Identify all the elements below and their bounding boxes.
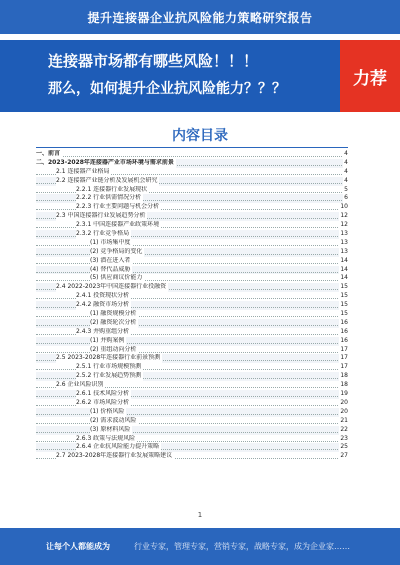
- toc-entry-page: 4: [344, 176, 348, 184]
- toc-entry[interactable]: [36, 399, 348, 408]
- toc-entry-page: 22: [340, 425, 348, 433]
- toc-entry-page: 21: [340, 416, 348, 424]
- toc-leader-dots: [36, 414, 348, 415]
- toc-entry[interactable]: [36, 435, 348, 444]
- toc-entry[interactable]: [36, 212, 348, 221]
- toc-entry-text: 2.4.1 投资现状分析: [76, 292, 130, 300]
- toc-leader-dots: [36, 432, 348, 433]
- toc-entry-page: 16: [340, 336, 348, 344]
- toc-entry-text: 2.4 2022-2023年中国连接器行业投融资: [56, 283, 167, 291]
- toc-entry[interactable]: [36, 159, 348, 168]
- toc-entry[interactable]: [36, 310, 348, 319]
- toc-entry-page: 15: [340, 310, 348, 318]
- toc-entry-text: (3) 潜在进入者: [90, 256, 131, 264]
- toc-entry-text: 2.6.2 市场风险分析: [76, 398, 130, 406]
- toc-entry[interactable]: [36, 408, 348, 417]
- toc-entry[interactable]: [36, 274, 348, 283]
- toc-entry-page: 16: [340, 318, 348, 326]
- banner-subheadline: 那么，如何提升企业抗风险能力？？？: [48, 81, 286, 97]
- toc-leader-dots: [36, 156, 348, 157]
- toc-entry-text: (1) 市场集中度: [90, 238, 131, 246]
- toc-entry-page: 25: [340, 443, 348, 451]
- toc-entry-page: 5: [344, 185, 348, 193]
- toc-entry[interactable]: [36, 337, 348, 346]
- toc-entry-text: 2.4.2 融资市场分析: [76, 301, 130, 309]
- promo-banner: [0, 40, 400, 112]
- toc-entry[interactable]: [36, 328, 348, 337]
- toc-entry[interactable]: [36, 186, 348, 195]
- toc-leader-dots: [36, 343, 348, 344]
- toc-entry-page: 14: [340, 274, 348, 282]
- toc-leader-dots: [36, 245, 348, 246]
- toc-entry-page: 4: [344, 158, 348, 166]
- toc-entry-text: 2.2.2 行业供需情况分析: [76, 194, 142, 202]
- footer-roles: 行业专家，管理专家，营销专家，战略专家，成为企业家……: [134, 542, 350, 551]
- toc-entry-text: 2.3.2 行业竞争格局: [76, 230, 130, 238]
- toc-entry[interactable]: [36, 150, 348, 159]
- footer-bar: [0, 528, 400, 565]
- toc-entry[interactable]: [36, 319, 348, 328]
- toc-entry[interactable]: [36, 363, 348, 372]
- toc-entry-text: 2.3 中国连接器行业发展趋势分析: [56, 212, 146, 220]
- toc-entry[interactable]: [36, 283, 348, 292]
- toc-leader-dots: [36, 280, 348, 281]
- toc-entry-page: 4: [344, 150, 348, 157]
- toc-entry-page: 16: [340, 327, 348, 335]
- toc-entry-text: (3) 原材料风险: [90, 425, 131, 433]
- toc-entry-text: 2.6.3 政策与法规风险: [76, 434, 136, 442]
- banner-headline: 连接器市场都有哪些风险！！！: [48, 52, 259, 70]
- toc-entry-page: 19: [340, 390, 348, 398]
- toc-entry[interactable]: [36, 221, 348, 230]
- toc-entry-text: 2.2.1 连接器行业发展现状: [76, 185, 148, 193]
- toc-entry-text: 2.4.3 并购重组分析: [76, 327, 130, 335]
- toc-entry-text: 2.5 2023-2028年连接器行业前景预测: [56, 354, 161, 362]
- toc-entry-text: (2) 重组动向分析: [90, 345, 137, 353]
- toc-entry[interactable]: [36, 372, 348, 381]
- toc-entry-page: 18: [340, 372, 348, 380]
- toc-entry-page: 23: [340, 434, 348, 442]
- toc-entry-page: 12: [340, 221, 348, 229]
- toc-entry-text: 2.2.3 行业主要问题与机会分析: [76, 203, 160, 211]
- toc-entry-text: (4) 替代品威胁: [90, 265, 131, 273]
- toc-entry-text: 2.1 连接器产业格局: [56, 167, 110, 175]
- report-title: 提升连接器企业抗风险能力策略研究报告: [87, 10, 313, 25]
- toc-leader-dots: [36, 263, 348, 264]
- toc-leader-dots: [36, 352, 348, 353]
- toc-entry-text: (1) 融资规模分析: [90, 310, 137, 318]
- toc-title: 内容目录: [172, 128, 228, 144]
- toc-entry-page: 12: [340, 212, 348, 220]
- toc-entry-page: 13: [340, 230, 348, 238]
- toc-entry[interactable]: [36, 292, 348, 301]
- toc-entry-text: 2.6 企业风险识别: [56, 381, 104, 389]
- toc-entry-text: (2) 融资轮次分析: [90, 318, 137, 326]
- toc-entry[interactable]: [36, 266, 348, 275]
- toc-entry-page: 17: [340, 354, 348, 362]
- toc-entry-text: 2.5.2 行业发展趋势预测: [76, 372, 142, 380]
- toc-leader-dots: [36, 316, 348, 317]
- page-number: 1: [197, 511, 203, 519]
- recommend-seal: [340, 40, 400, 112]
- toc-entry[interactable]: [36, 426, 348, 435]
- toc-entry-text: (1) 价格风险: [90, 407, 125, 415]
- toc-entry-text: (2) 竞争格局的变化: [90, 247, 143, 255]
- seal-text: 力荐: [353, 68, 387, 89]
- toc-entry-text: 二、2023-2028年连接器产业市场环境与需求前景: [36, 158, 174, 166]
- toc-entry-text: 2.6.1 技术风险分析: [76, 390, 130, 398]
- toc-entry[interactable]: [36, 248, 348, 257]
- toc-entry-page: 17: [340, 345, 348, 353]
- footer-slogan: 让每个人都能成为: [46, 542, 110, 551]
- toc-entry-page: 18: [340, 381, 348, 389]
- toc-entry-text: 一、前言: [36, 150, 61, 157]
- toc-entry[interactable]: [36, 390, 348, 399]
- toc-entry-page: 17: [340, 363, 348, 371]
- toc-entry[interactable]: [36, 239, 348, 248]
- toc-entry-text: 2.2 连接器产业链分析及发展机会研究: [56, 176, 158, 184]
- toc-entry-text: 2.7 2023-2028年连接器行业发展策略建议: [56, 452, 173, 460]
- toc-entry[interactable]: [36, 452, 348, 461]
- toc-entry-page: 13: [340, 247, 348, 255]
- toc-entry-page: 20: [340, 407, 348, 415]
- toc-entry-page: 14: [340, 265, 348, 273]
- toc-leader-dots: [36, 423, 348, 424]
- toc-divider: [36, 147, 348, 148]
- toc-entry-page: 6: [344, 194, 348, 202]
- toc-entry-page: 15: [340, 292, 348, 300]
- toc-entry[interactable]: [36, 417, 348, 426]
- toc-leader-dots: [36, 272, 348, 273]
- toc-entry-page: 20: [340, 398, 348, 406]
- toc-entry[interactable]: [36, 346, 348, 355]
- toc-entry[interactable]: [36, 230, 348, 239]
- toc-entry-page: 10: [340, 203, 348, 211]
- toc-entry[interactable]: [36, 443, 348, 452]
- top-title-bar: [0, 0, 400, 34]
- toc-entry-page: 15: [340, 283, 348, 291]
- toc-entry[interactable]: [36, 301, 348, 310]
- table-of-contents: [36, 150, 348, 461]
- toc-entry-page: 14: [340, 256, 348, 264]
- toc-entry[interactable]: [36, 354, 348, 363]
- toc-leader-dots: [36, 254, 348, 255]
- toc-entry[interactable]: [36, 177, 348, 186]
- toc-entry-page: 27: [340, 452, 348, 460]
- toc-entry[interactable]: [36, 203, 348, 212]
- toc-entry-text: 2.5.1 行业市场规模预测: [76, 363, 142, 371]
- toc-leader-dots: [36, 325, 348, 326]
- toc-entry[interactable]: [36, 194, 348, 203]
- toc-entry-text: 2.3.1 中国连接器产业政策环境: [76, 221, 160, 229]
- toc-entry[interactable]: [36, 381, 348, 390]
- toc-entry[interactable]: [36, 257, 348, 266]
- toc-entry-text: (2) 需求波动风险: [90, 416, 137, 424]
- toc-entry-text: 2.6.4 企业抗风险能力提升策略: [76, 443, 160, 451]
- toc-entry-page: 13: [340, 238, 348, 246]
- toc-entry-text: (1) 并购案例: [90, 336, 125, 344]
- toc-entry-page: 15: [340, 301, 348, 309]
- toc-entry[interactable]: [36, 168, 348, 177]
- toc-entry-text: (5) 供应商议价能力: [90, 274, 143, 282]
- toc-entry-page: 4: [344, 167, 348, 175]
